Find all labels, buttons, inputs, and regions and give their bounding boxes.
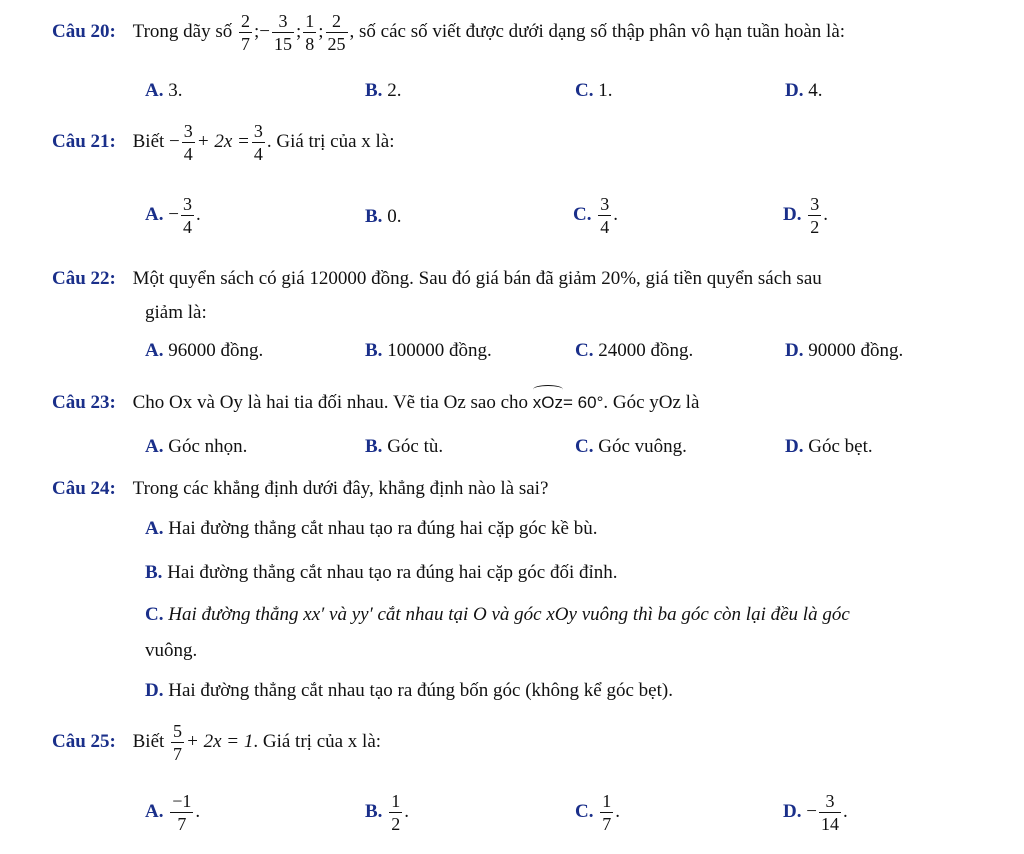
question-20: Câu 20: Trong dãy số $\frac{2}{7}$ ;− $\frac{3}{15}$ ; $\frac{1}{8}$ ; $\frac{2}{25}$ , số các số viết được dưới dạng số thập phân vô hạn tuần hoàn là: xyxy=(52,11,846,54)
answer-a[interactable]: A. $\frac{-1}{7}$ . xyxy=(145,791,201,834)
question-text: Trong các khẳng định dưới đây, khẳng định nào là sai? xyxy=(132,478,549,499)
question-text: Trong dãy số xyxy=(132,20,233,42)
fraction: $\frac{3}{4}$ xyxy=(253,121,263,164)
question-label: Câu 22: xyxy=(52,268,116,289)
answer-a[interactable]: A. 96000 đồng. xyxy=(145,340,264,361)
question-label: Câu 20: xyxy=(52,20,116,42)
answer-a[interactable]: A. 3. xyxy=(145,80,183,101)
question-label: Câu 24: xyxy=(52,478,116,499)
answer-d[interactable]: D. Góc bẹt. xyxy=(785,436,873,457)
question-25: Câu 25: Biết $\frac{5}{7}$ + 2x = 1. Giá trị của x là: xyxy=(52,721,382,764)
question-24 xyxy=(52,478,548,500)
question-23: Câu 23: Cho Ox và Oy là hai tia đối nhau. Vẽ tia Oz sao cho xOz= 60°. Góc yOz là xyxy=(52,392,699,414)
question-text-cont: giảm là: xyxy=(145,302,207,323)
question-label: Câu 23: xyxy=(52,392,116,413)
answer-b[interactable]: B. Góc tù. xyxy=(365,436,444,457)
answer-d[interactable]: D. − $\frac{3}{14}$ . xyxy=(783,791,848,834)
question-21: Câu 21: Biết − $\frac{3}{4}$ + 2x = $\frac{3}{4}$ . Giá trị của x là: xyxy=(52,121,395,164)
fraction: $\frac{2}{7}$ xyxy=(240,11,250,54)
fraction: $\frac{3}{4}$ xyxy=(183,121,193,164)
question-22 xyxy=(52,268,822,290)
answer-d[interactable]: D. $\frac{3}{2}$ . xyxy=(783,194,828,237)
answer-a[interactable]: A. Góc nhọn. xyxy=(145,436,248,457)
answer-c[interactable]: C. 1. xyxy=(575,80,613,101)
question-text: , số các số viết được dưới dạng số thập phân vô hạn tuần hoàn là: xyxy=(349,20,846,42)
answer-a[interactable]: A. Hai đường thẳng cắt nhau tạo ra đúng hai cặp góc kề bù. xyxy=(145,518,598,539)
question-text: Cho Ox và Oy là hai tia đối nhau. Vẽ tia Oz sao cho xyxy=(132,392,529,413)
answer-c[interactable]: C. Góc vuông. xyxy=(575,436,687,457)
fraction: $\frac{5}{7}$ xyxy=(173,721,183,764)
answer-c-cont: vuông. xyxy=(145,640,198,661)
question-text: Một quyển sách có giá 120000 đồng. Sau đó giá bán đã giảm 20%, giá tiền quyển sách sau xyxy=(132,268,822,289)
angle-symbol: xOz xyxy=(533,393,563,413)
question-label: Câu 21: xyxy=(52,130,116,152)
fraction: $\frac{3}{15}$ xyxy=(273,11,292,54)
answer-c[interactable]: C. Hai đường thẳng xx′ và yy′ cắt nhau tại O và góc xOy vuông thì ba góc còn lại đều là góc xyxy=(145,604,850,625)
answer-c[interactable]: C. $\frac{1}{7}$ . xyxy=(575,791,620,834)
answer-d[interactable]: D. 90000 đồng. xyxy=(785,340,904,361)
answer-b[interactable]: B. 2. xyxy=(365,80,402,101)
answer-c[interactable]: C. 24000 đồng. xyxy=(575,340,694,361)
fraction: $\frac{1}{8}$ xyxy=(305,11,315,54)
answer-a[interactable]: A. − $\frac{3}{4}$ . xyxy=(145,194,201,237)
answer-b[interactable]: B. 100000 đồng. xyxy=(365,340,492,361)
answer-d[interactable]: D. 4. xyxy=(785,80,823,101)
answer-d[interactable]: D. Hai đường thẳng cắt nhau tạo ra đúng bốn góc (không kể góc bẹt). xyxy=(145,680,673,701)
fraction: $\frac{2}{25}$ xyxy=(327,11,346,54)
question-label: Câu 25: xyxy=(52,730,116,752)
answer-b[interactable]: B. $\frac{1}{2}$ . xyxy=(365,791,409,834)
answer-b[interactable]: B. Hai đường thẳng cắt nhau tạo ra đúng hai cặp góc đối đỉnh. xyxy=(145,562,618,583)
answer-c[interactable]: C. $\frac{3}{4}$ . xyxy=(573,194,618,237)
answer-b[interactable]: B. 0. xyxy=(365,206,402,227)
